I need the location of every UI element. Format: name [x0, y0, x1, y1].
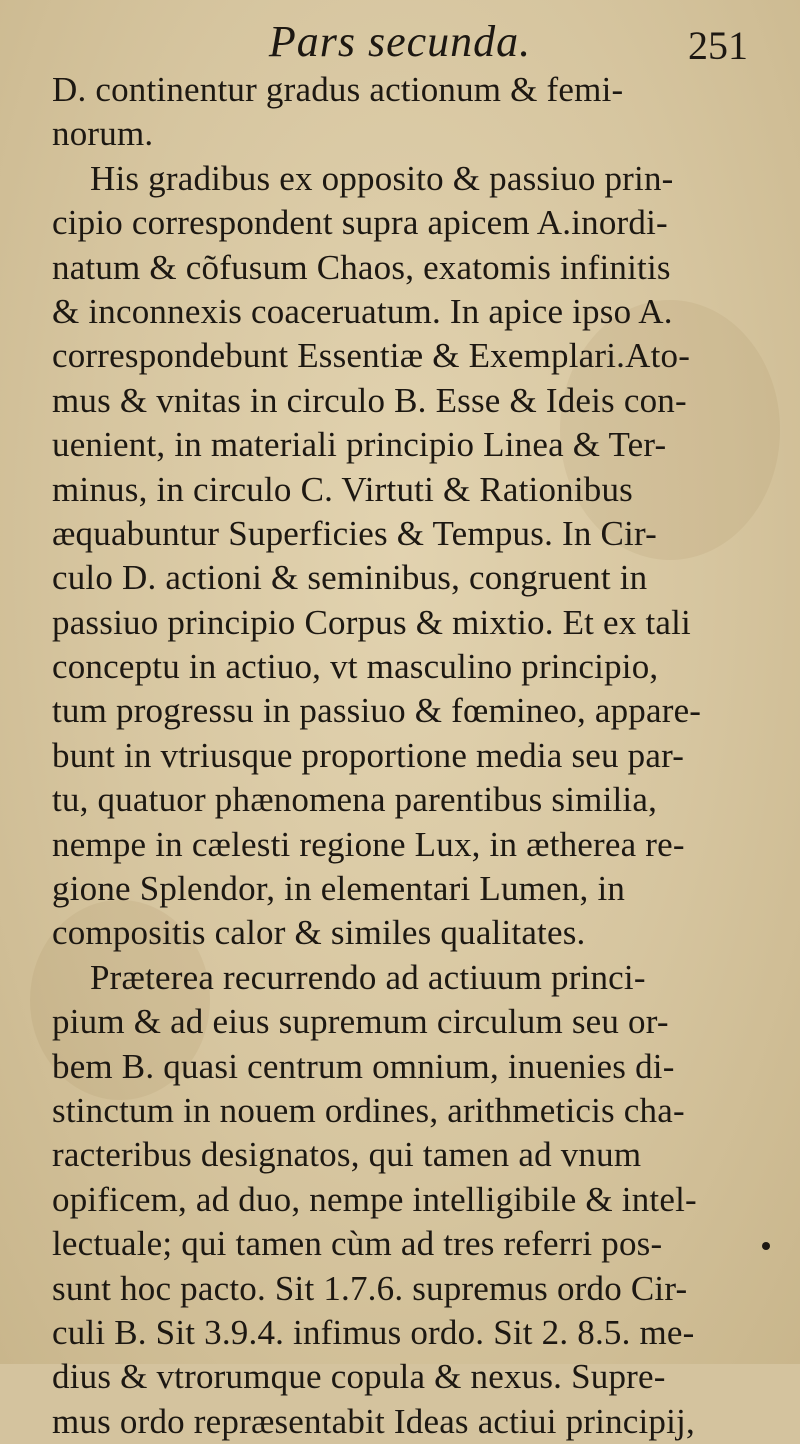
- text-line: correspondebunt Essentiæ & Exemplari.Ato-: [52, 336, 691, 376]
- text-line: tum progressu in passiuo & fœmineo, appare-: [52, 691, 702, 731]
- text-line: bunt in vtriusque proportione media seu par-: [52, 735, 685, 775]
- ink-dot: [762, 1242, 770, 1250]
- text-line: æquabuntur Superficies & Tempus. In Cir-: [52, 513, 657, 553]
- text-line: conceptu in actiuo, vt masculino principio,: [52, 647, 659, 687]
- text-line: opificem, ad duo, nempe intelligibile & intel-: [52, 1179, 697, 1219]
- text-line: tu, quatuor phænomena parentibus similia,: [52, 780, 658, 820]
- text-line: racteribus designatos, qui tamen ad vnum: [52, 1135, 642, 1175]
- text-line: cipio correspondent supra apicem A.inordi-: [52, 203, 668, 243]
- text-line: uenient, in materiali principio Linea & Ter-: [52, 425, 667, 465]
- text-line: pium & ad eius supremum circulum seu or-: [52, 1002, 669, 1042]
- text-line: & inconnexis coaceruatum. In apice ipso A.: [52, 291, 673, 331]
- text-line: gione Splendor, in elementari Lumen, in: [52, 869, 626, 909]
- text-line: passiuo principio Corpus & mixtio. Et ex tali: [52, 602, 691, 642]
- text-line: nempe in cælesti regione Lux, in ætherea re-: [52, 824, 685, 864]
- body-text: [52, 68, 752, 1444]
- text-line: sunt hoc pacto. Sit 1.7.6. supremus ordo Cir-: [52, 1268, 688, 1308]
- text-line: culi B. Sit 3.9.4. infimus ordo. Sit 2. 8.5. me-: [52, 1312, 695, 1352]
- text-line: bem B. quasi centrum omnium, inuenies di-: [52, 1046, 675, 1086]
- text-line: D. continentur gradus actionum & femi-: [52, 70, 624, 109]
- text-line: natum & cõfusum Chaos, exatomis infinitis: [52, 247, 671, 287]
- text-line: minus, in circulo C. Virtuti & Rationibus: [52, 469, 634, 509]
- text-line: dius & vtrorumque copula & nexus. Supre-: [52, 1357, 666, 1397]
- text-line: compositis calor & similes qualitates.: [52, 913, 586, 953]
- text-line: mus ordo repræsentabit Ideas actiui principij,: [52, 1401, 695, 1441]
- text-line: Præterea recurrendo ad actiuum princi-: [90, 957, 646, 997]
- page-number: 251: [688, 23, 748, 68]
- text-line: lectuale; qui tamen cùm ad tres referri pos-: [52, 1224, 663, 1264]
- running-head: Pars secunda.: [268, 17, 532, 66]
- text-line: mus & vnitas in circulo B. Esse & Ideis con-: [52, 380, 687, 420]
- text-line: norum.: [52, 114, 154, 154]
- text-line: His gradibus ex opposito & passiuo prin-: [90, 158, 674, 198]
- text-line: culo D. actioni & seminibus, congruent in: [52, 558, 648, 598]
- text-line: stinctum in nouem ordines, arithmeticis cha-: [52, 1090, 685, 1130]
